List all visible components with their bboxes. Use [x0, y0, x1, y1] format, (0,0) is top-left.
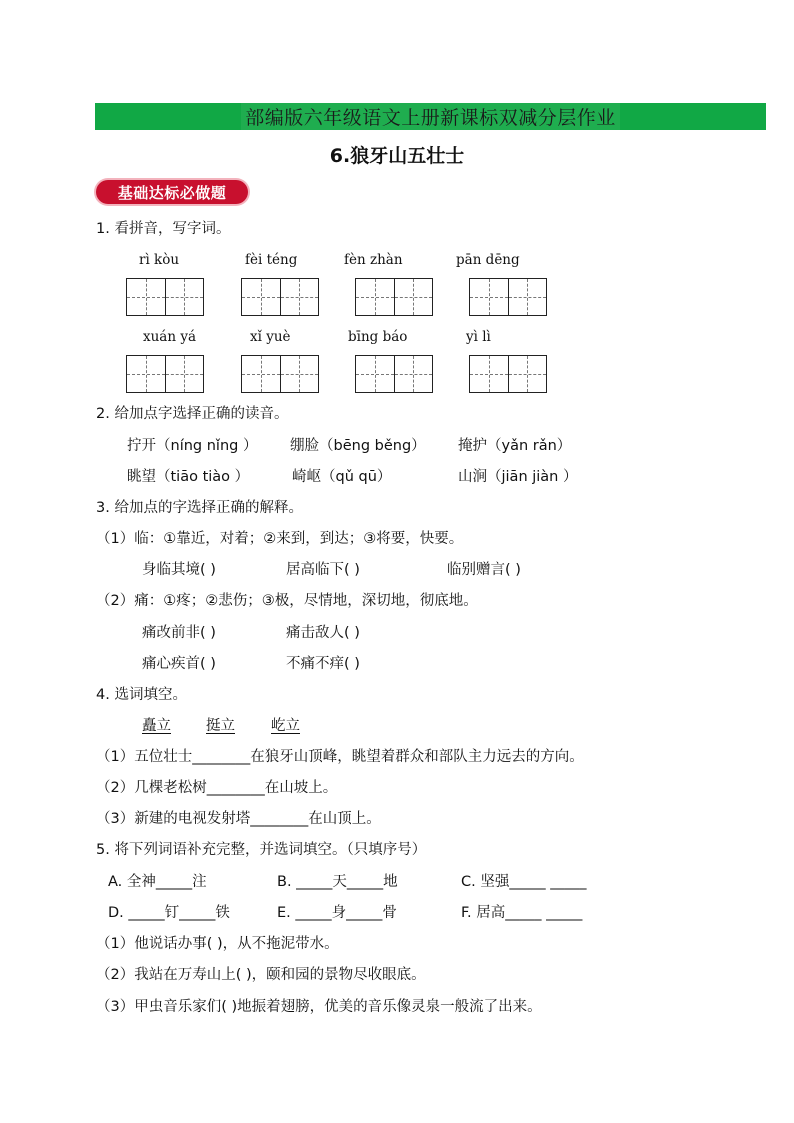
meaning-item: 居高临下( ): [286, 562, 360, 578]
pinyin-label: yì lì: [466, 329, 491, 345]
fill-line: （3）新建的电视发射塔________在山顶上。: [96, 811, 381, 827]
pinyin-label: fèn zhàn: [344, 252, 403, 268]
writing-grid[interactable]: [469, 278, 547, 316]
writing-grid[interactable]: [126, 355, 204, 393]
pinyin-label: xuán yá: [143, 329, 197, 345]
idiom-option: A. 全神_____注: [108, 874, 207, 890]
writing-grid[interactable]: [355, 355, 433, 393]
writing-grid[interactable]: [241, 278, 319, 316]
q5-prompt: 5. 将下列词语补充完整，并选词填空。（只填序号）: [96, 842, 427, 858]
idiom-option: C. 坚强_____ _____: [461, 874, 587, 890]
pinyin-label: fèi téng: [245, 252, 298, 268]
pronunciation-item: 掩护（yǎn rǎn）: [458, 438, 572, 454]
idiom-option: D. _____钉_____铁: [108, 905, 230, 921]
idiom-option: E. _____身_____骨: [277, 905, 397, 921]
fill-line: （1）他说话办事( )，从不拖泥带水。: [96, 936, 339, 952]
q3-prompt: 3. 给加点的字选择正确的解释。: [96, 500, 303, 516]
word-choice: 矗立: [142, 718, 171, 734]
meaning-item: 痛击敌人( ): [286, 625, 360, 641]
pinyin-label: bīng báo: [348, 329, 408, 345]
q4-prompt: 4. 选词填空。: [96, 687, 187, 703]
pronunciation-item: 崎岖（qǔ qū）: [292, 469, 392, 485]
pronunciation-item: 拧开（níng nǐng ）: [127, 438, 258, 454]
fill-line: （1）五位壮士________在狼牙山顶峰，眺望着群众和部队主力远去的方向。: [96, 749, 584, 765]
writing-grid[interactable]: [241, 355, 319, 393]
pinyin-label: pān dēng: [456, 252, 520, 268]
pronunciation-item: 眺望（tiāo tiào ）: [127, 469, 250, 485]
pinyin-label: rì kòu: [139, 252, 180, 268]
lesson-title: 6.狼牙山五壮士: [329, 145, 465, 167]
fill-line: （3）甲虫音乐家们( )地振着翅膀，优美的音乐像灵泉一般流了出来。: [96, 999, 542, 1015]
word-choice: 挺立: [206, 718, 235, 734]
writing-grid[interactable]: [126, 278, 204, 316]
meaning-item: 不痛不痒( ): [286, 656, 360, 672]
word-choice: 屹立: [271, 718, 300, 734]
fill-line: （2）我站在万寿山上( )，颐和园的景物尽收眼底。: [96, 967, 426, 983]
writing-grid[interactable]: [469, 355, 547, 393]
section-badge: 基础达标必做题: [96, 180, 248, 204]
writing-grid[interactable]: [355, 278, 433, 316]
idiom-option: B. _____天_____地: [277, 874, 398, 890]
meaning-item: 痛改前非( ): [142, 625, 216, 641]
q1-prompt: 1. 看拼音，写字词。: [96, 221, 231, 237]
banner-text: 部编版六年级语文上册新课标双减分层作业: [241, 103, 620, 130]
q3-sub1: （1）临：①靠近，对着；②来到，到达；③将要，快要。: [96, 531, 464, 547]
meaning-item: 痛心疾首( ): [142, 656, 216, 672]
header-banner: [95, 103, 766, 130]
pronunciation-item: 山涧（jiān jiàn ）: [458, 469, 578, 485]
q2-prompt: 2. 给加点字选择正确的读音。: [96, 406, 289, 422]
fill-line: （2）几棵老松树________在山坡上。: [96, 780, 338, 796]
meaning-item: 身临其境( ): [142, 562, 216, 578]
q3-sub2: （2）痛：①疼；②悲伤；③极，尽情地，深切地，彻底地。: [96, 593, 478, 609]
pronunciation-item: 绷脸（bēng běng）: [290, 438, 426, 454]
meaning-item: 临别赠言( ): [447, 562, 521, 578]
pinyin-label: xǐ yuè: [250, 329, 291, 345]
idiom-option: F. 居高_____ _____: [461, 905, 583, 921]
